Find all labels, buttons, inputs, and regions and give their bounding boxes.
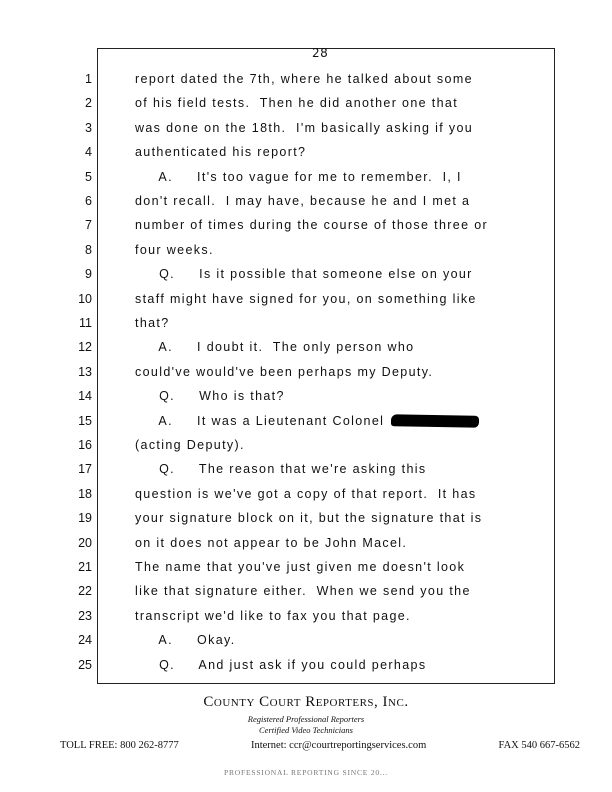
transcript-line xyxy=(135,438,245,452)
line-number: 9 xyxy=(85,267,92,282)
fax-number: FAX 540 667-6562 xyxy=(498,740,580,751)
transcript-line-text: that? xyxy=(135,316,170,330)
transcript-line-text: your signature block on it, but the signature that is xyxy=(135,511,483,526)
line-number: 17 xyxy=(78,462,92,477)
transcript-line-text: Q. Who is that? xyxy=(135,389,285,404)
transcript-line xyxy=(135,584,471,598)
transcript-line-text: A. Okay. xyxy=(135,633,236,648)
line-number: 3 xyxy=(85,120,92,135)
line-number: 1 xyxy=(85,72,92,86)
transcript-line-text: A. It was a Lieutenant Colonel xyxy=(135,413,390,428)
transcript-line-text: authenticated his report? xyxy=(135,145,307,160)
transcript-line xyxy=(135,658,426,672)
transcript-line xyxy=(135,511,482,525)
line-number: 16 xyxy=(78,438,92,452)
line-number: 20 xyxy=(78,535,92,550)
transcript-line-text: report dated the 7th, where he talked about some xyxy=(135,72,473,86)
transcript-line xyxy=(135,560,465,574)
transcript-line xyxy=(135,462,427,476)
transcript-line xyxy=(135,365,433,379)
transcript-line xyxy=(135,96,458,110)
line-number: 21 xyxy=(78,560,92,574)
transcript-line xyxy=(135,267,473,281)
transcript-line-text: Q. The reason that we're asking this xyxy=(135,462,427,477)
transcript-line-text: like that signature either. When we send you the xyxy=(135,584,471,599)
transcript-line xyxy=(135,487,477,501)
transcript-line-text: A. It's too vague for me to remember. I, I xyxy=(135,169,462,184)
contact-line xyxy=(60,740,580,751)
line-number: 19 xyxy=(78,511,92,526)
transcript-line xyxy=(135,72,473,86)
line-number: 7 xyxy=(85,218,92,233)
transcript-line xyxy=(135,121,473,135)
transcript-line-text: Q. Is it possible that someone else on your xyxy=(135,267,473,282)
line-number: 25 xyxy=(78,657,92,672)
line-number: 8 xyxy=(85,242,92,257)
line-number: 15 xyxy=(78,413,92,428)
transcript-line-text: four weeks. xyxy=(135,242,214,257)
line-number: 13 xyxy=(78,364,92,379)
line-number-margin xyxy=(97,60,98,682)
transcript-line-text: A. I doubt it. The only person who xyxy=(135,340,415,355)
transcript-line-text: number of times during the course of those three or xyxy=(135,218,489,233)
transcript-line-text: transcript we'd like to fax you that page. xyxy=(135,608,411,623)
transcript-line xyxy=(135,609,411,623)
transcript-line-text: (acting Deputy). xyxy=(135,438,245,452)
company-subtitle-1: Registered Professional Reporters xyxy=(247,714,365,724)
redaction-mark xyxy=(391,415,479,429)
transcript-line xyxy=(135,316,170,330)
line-number: 2 xyxy=(85,96,92,111)
company-name: County Court Reporters, Inc. xyxy=(203,694,409,710)
transcript-line xyxy=(135,292,477,306)
transcript-line xyxy=(135,243,214,257)
internet-email: Internet: ccr@courtreportingservices.com xyxy=(250,740,427,751)
transcript-line xyxy=(135,633,236,647)
line-number: 6 xyxy=(85,194,92,208)
line-number: 22 xyxy=(78,584,92,599)
line-number: 10 xyxy=(78,291,92,306)
company-subtitle-2: Certified Video Technicians xyxy=(259,725,353,735)
footer-tagline: PROFESSIONAL REPORTING SINCE 20... xyxy=(224,768,388,777)
line-number: 12 xyxy=(78,340,92,355)
line-number: 23 xyxy=(78,608,92,623)
transcript-line xyxy=(135,389,285,403)
transcript-line xyxy=(135,218,488,232)
line-number: 5 xyxy=(85,169,92,184)
transcript-line xyxy=(135,145,306,159)
transcript-line-text: question is we've got a copy of that report. It has xyxy=(135,486,477,501)
line-number: 14 xyxy=(78,389,92,404)
transcript-line-text: was done on the 18th. I'm basically asking if you xyxy=(135,120,474,135)
toll-free-number: TOLL FREE: 800 262-8777 xyxy=(60,740,179,751)
transcript-line-text: Q. And just ask if you could perhaps xyxy=(135,657,427,672)
transcript-line xyxy=(135,340,414,354)
transcript-line-text: staff might have signed for you, on something like xyxy=(135,291,477,306)
transcript-line-text: don't recall. I may have, because he and I met a xyxy=(135,194,471,208)
transcript-line xyxy=(135,414,479,428)
line-number: 18 xyxy=(78,486,92,501)
transcript-line xyxy=(135,170,462,184)
transcript-line xyxy=(135,536,407,550)
page-number: 28 xyxy=(312,46,329,60)
transcript-line-text: of his field tests. Then he did another one that xyxy=(135,96,459,111)
transcript-line xyxy=(135,194,470,208)
line-number: 11 xyxy=(79,316,92,330)
transcript-line-text: The name that you've just given me doesn't look xyxy=(135,560,466,574)
transcript-line-text: on it does not appear to be John Macel. xyxy=(135,535,408,550)
transcript-line-text: could've would've been perhaps my Deputy. xyxy=(135,364,434,379)
line-number: 24 xyxy=(78,633,92,648)
line-number: 4 xyxy=(85,145,92,160)
